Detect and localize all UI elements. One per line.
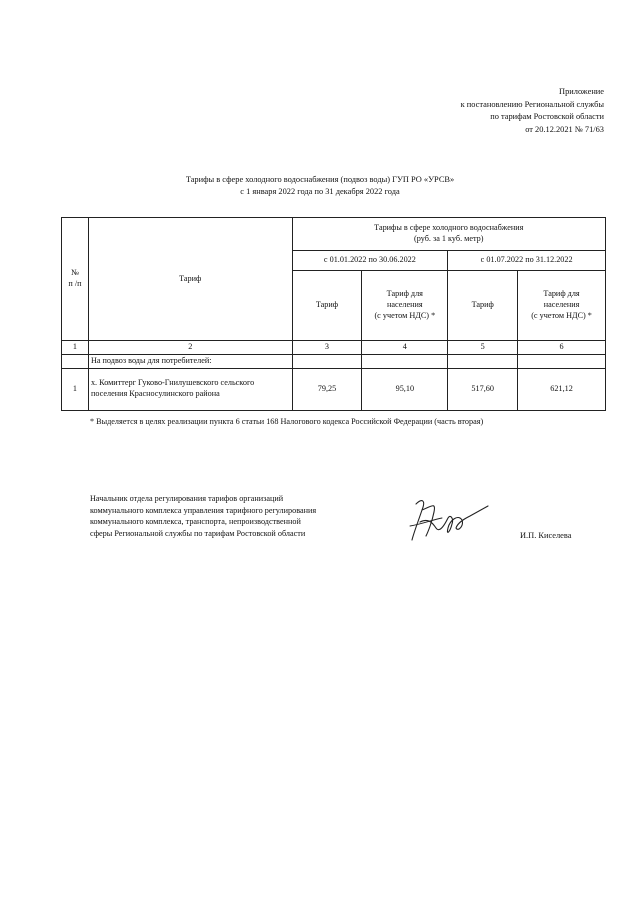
column-number: 2 xyxy=(88,341,292,355)
handwritten-signature xyxy=(402,492,492,548)
empty-cell xyxy=(292,354,362,368)
row-tariff-1: 79,25 xyxy=(292,368,362,410)
column-number: 1 xyxy=(62,341,89,355)
empty-cell xyxy=(518,354,606,368)
column-number: 3 xyxy=(292,341,362,355)
column-number: 4 xyxy=(362,341,448,355)
signature-position xyxy=(90,493,400,539)
column-number-row xyxy=(62,341,606,355)
header-tariff-pop-1: Тариф для населения (с учетом НДС) * xyxy=(362,271,448,341)
title-line-1: Тарифы в сфере холодного водоснабжения (подвоз воды) ГУП РО «УРСВ» xyxy=(185,175,455,184)
appendix-line-4: от 20.12.2021 № 71/63 xyxy=(525,124,604,134)
signer-name: И.П. Киселева xyxy=(520,531,572,540)
column-number: 5 xyxy=(448,341,518,355)
row-number: 1 xyxy=(62,368,89,410)
column-number: 6 xyxy=(518,341,606,355)
empty-cell xyxy=(62,354,89,368)
appendix-line-3: по тарифам Ростовской области xyxy=(490,112,604,122)
appendix-header xyxy=(364,86,604,136)
section-label: На подвоз воды для потребителей: xyxy=(88,354,292,368)
header-tariff-1: Тариф xyxy=(292,271,362,341)
row-tariff-2: 517,60 xyxy=(448,368,518,410)
header-period-1: с 01.01.2022 по 30.06.2022 xyxy=(292,251,448,271)
section-row xyxy=(62,354,606,368)
empty-cell xyxy=(362,354,448,368)
table-row xyxy=(62,368,606,410)
position-line-3: коммунального комплекса, транспорта, непроизводственной xyxy=(90,517,301,527)
position-line-1: Начальник отдела регулирования тарифов организаций xyxy=(90,494,284,503)
header-tariff-pop-2: Тариф для населения (с учетом НДС) * xyxy=(518,271,606,341)
empty-cell xyxy=(448,354,518,368)
header-number: № п /п xyxy=(62,218,89,341)
title-line-2: с 1 января 2022 года по 31 декабря 2022 года xyxy=(240,187,400,196)
row-tariff-pop-1: 95,10 xyxy=(362,368,448,410)
position-line-4: сферы Региональной службы по тарифам Ростовской области xyxy=(90,528,306,538)
header-period-2: с 01.07.2022 по 31.12.2022 xyxy=(448,251,606,271)
document-title xyxy=(60,174,580,198)
appendix-line-1: Приложение xyxy=(559,87,604,96)
header-tariff-2: Тариф xyxy=(448,271,518,341)
tariff-table xyxy=(61,217,606,411)
header-group: Тарифы в сфере холодного водоснабжения (руб. за 1 куб. метр) xyxy=(292,218,605,251)
appendix-line-2: к постановлению Региональной службы xyxy=(460,99,604,109)
header-tariff: Тариф xyxy=(88,218,292,341)
footnote: * Выделяется в целях реализации пункта 6 статьи 168 Налогового кодекса Российской Федерации (часть вторая) xyxy=(90,417,484,426)
row-tariff-pop-2: 621,12 xyxy=(518,368,606,410)
row-consumer: х. Комиттерг Гуково-Гнилушевского сельского поселения Красносулинского района xyxy=(88,368,292,410)
position-line-2: коммунального комплекса управления тарифного регулирования xyxy=(90,505,317,515)
